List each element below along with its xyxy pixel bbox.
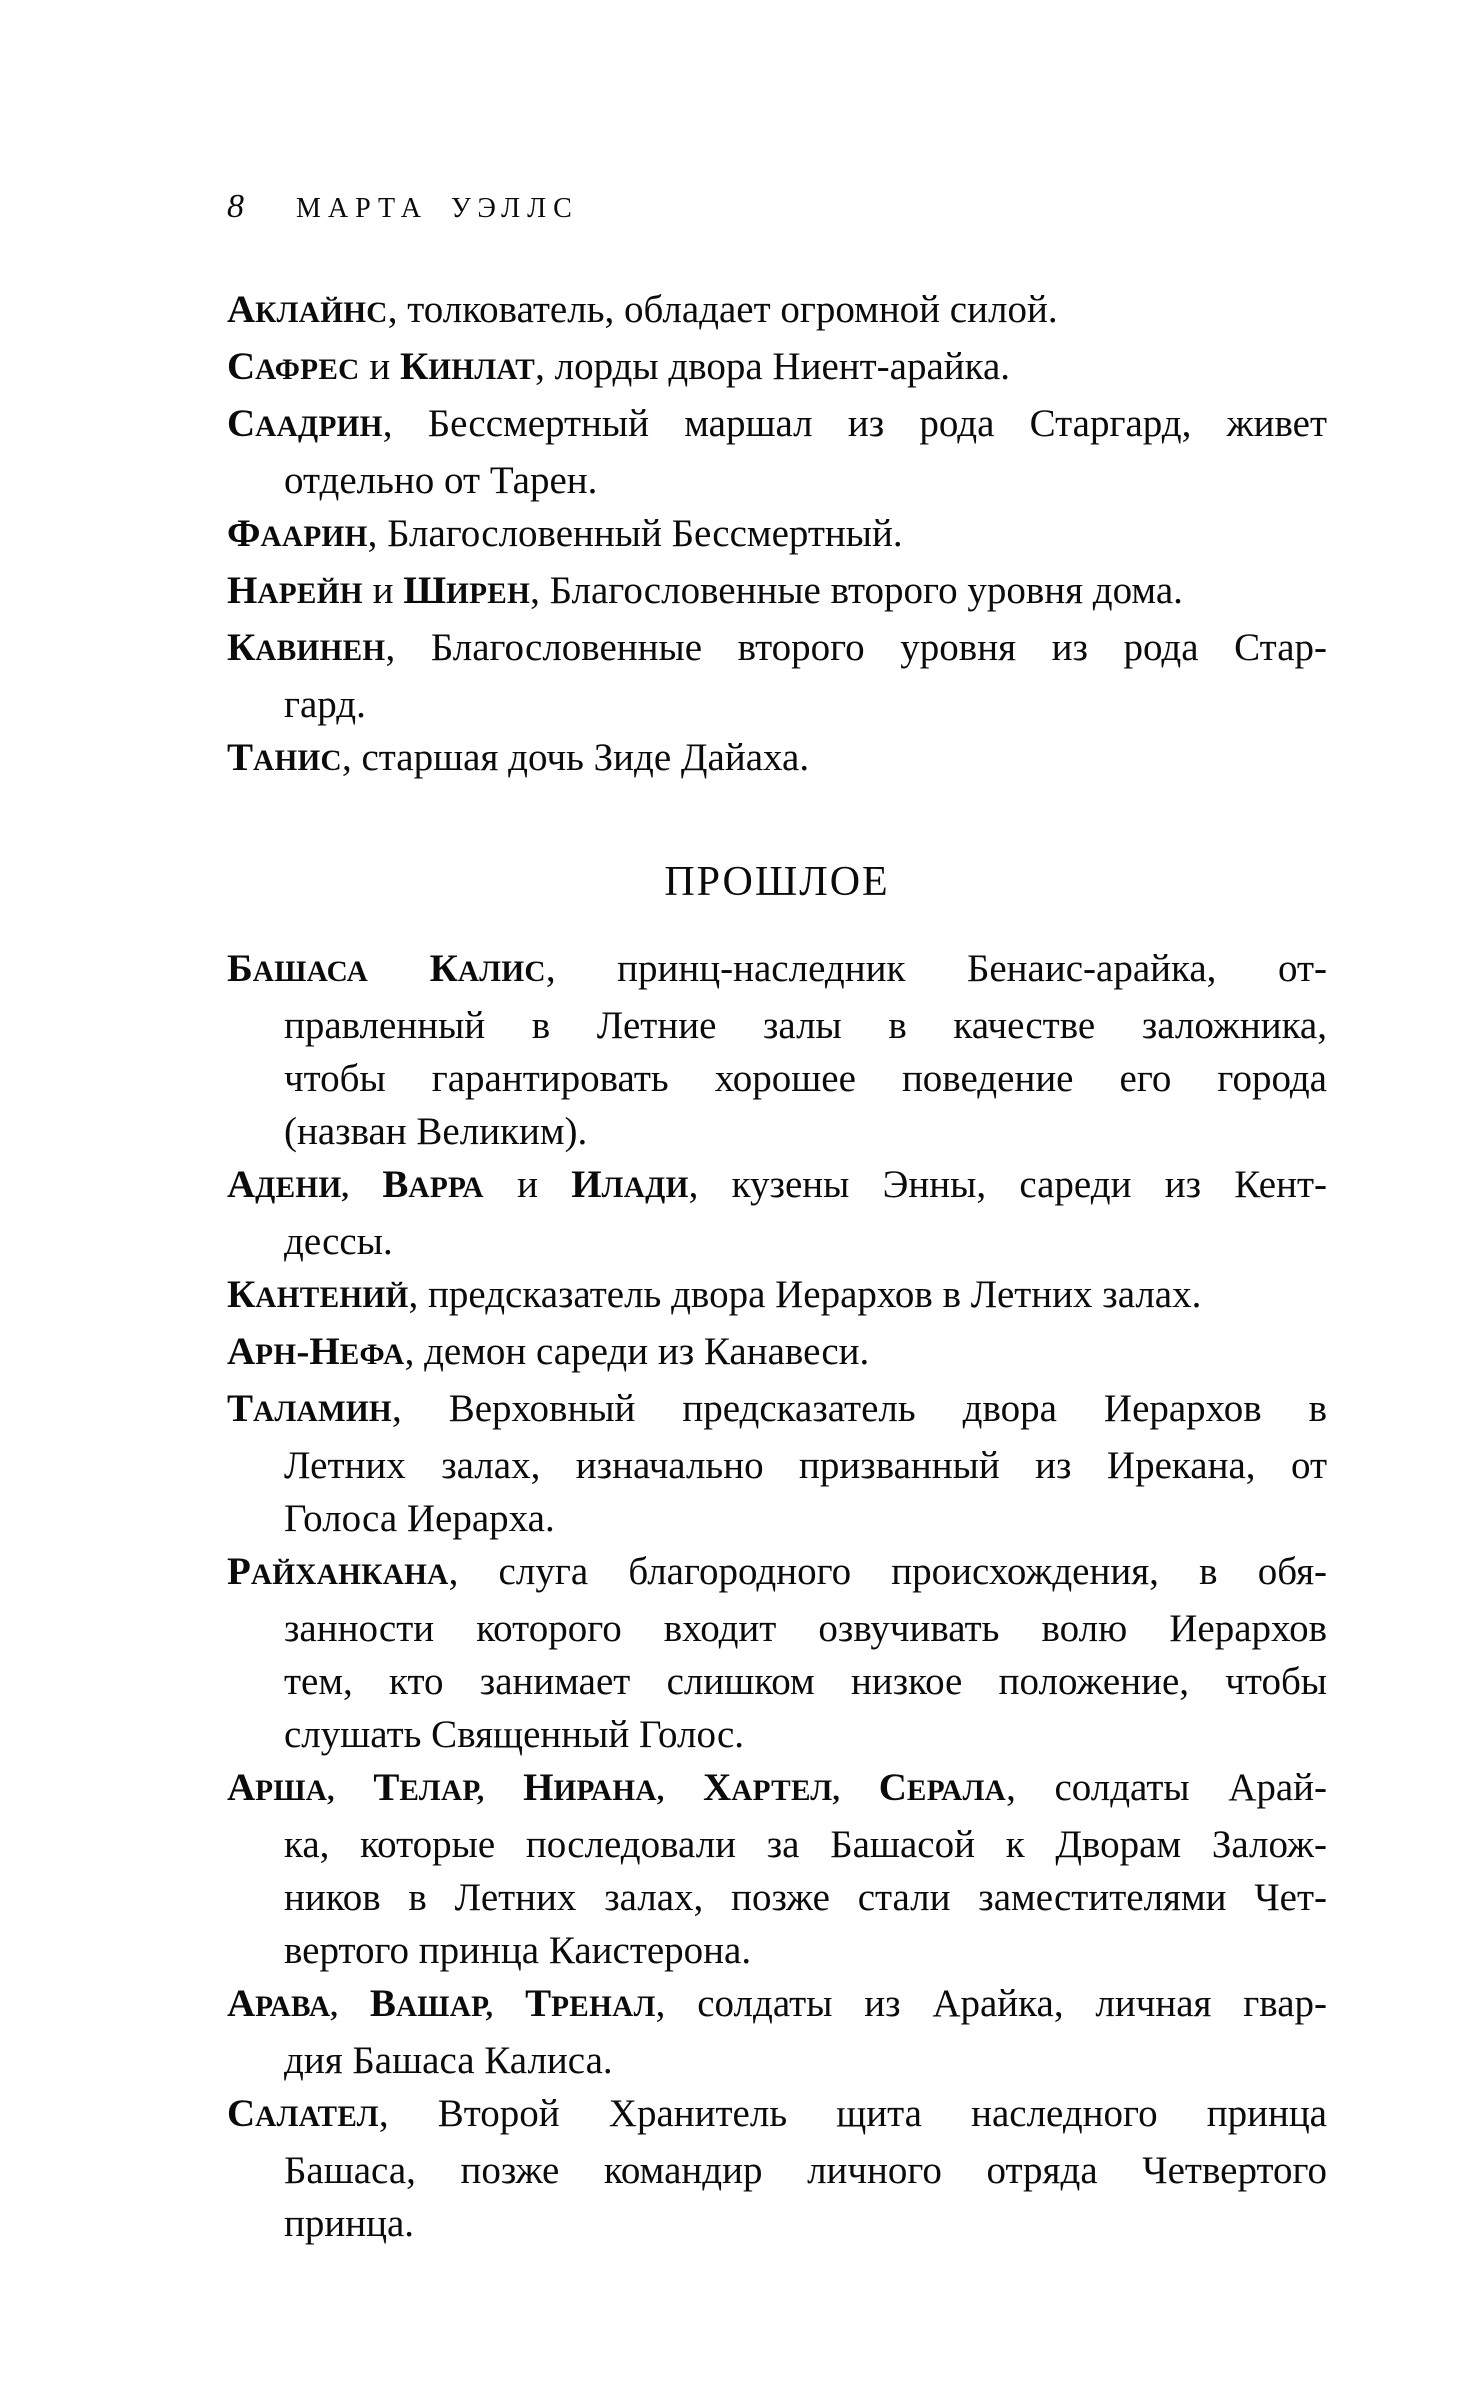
text-line <box>227 999 1327 1052</box>
text-line <box>227 1871 1327 1924</box>
text-line <box>227 340 1327 397</box>
entry-text: Голоса Иерарха. <box>284 1497 555 1540</box>
entry-text: ников в Летних залах, позже стали заместителями Чет- <box>284 1876 1327 1919</box>
text-line <box>227 507 1327 564</box>
entry-text: , кузены Энны, сареди из Кент- <box>688 1163 1328 1206</box>
text-line <box>227 564 1327 621</box>
entry-text: и <box>362 569 404 612</box>
entry-text: , принц-наследник Бенаис-арайка, от- <box>545 947 1328 990</box>
text-line <box>227 1708 1327 1761</box>
character-name: ФААРИН <box>227 512 368 555</box>
text-line <box>227 1439 1327 1492</box>
text-line <box>227 397 1327 454</box>
entry-text: (назван Великим). <box>284 1110 588 1153</box>
page-number: 8 <box>227 188 244 225</box>
character-entry <box>227 564 1327 621</box>
entry-text: чтобы гарантировать хорошее поведение его города <box>284 1057 1327 1100</box>
entry-text: слушать Священный Голос. <box>284 1713 745 1756</box>
entry-text: правленный в Летние залы в качестве заложника, <box>284 1004 1327 1047</box>
character-entry <box>227 507 1327 564</box>
text-line <box>227 1268 1327 1325</box>
character-name: АКЛАЙНС <box>227 288 388 331</box>
character-name: АРША, ТЕЛАР, НИРАНА, ХАРТЕЛ, СЕРАЛА <box>227 1766 1007 1809</box>
character-list-past <box>227 942 1327 2250</box>
entry-text: , предсказатель двора Иерархов в Летних залах. <box>408 1273 1202 1316</box>
section-heading: ПРОШЛОЕ <box>664 859 890 905</box>
entry-text: , Второй Хранитель щита наследного принца <box>378 2092 1327 2135</box>
text-line <box>227 1545 1327 1602</box>
character-name: КИНЛАТ <box>399 345 536 388</box>
entry-text: занности которого входит озвучивать волю Иерархов <box>284 1607 1327 1650</box>
text-line <box>227 1655 1327 1708</box>
character-entry <box>227 1977 1327 2087</box>
character-list-present <box>227 283 1327 788</box>
character-name: СААДРИН <box>227 402 383 445</box>
text-line <box>227 942 1327 999</box>
text-line <box>227 1158 1327 1215</box>
entry-text: , Бессмертный маршал из рода Старгард, живет <box>382 402 1327 445</box>
character-name: КАНТЕНИЙ <box>227 1273 409 1316</box>
character-name: АДЕНИ, ВАРРА <box>227 1163 484 1206</box>
text-line <box>227 2144 1327 2197</box>
text-line <box>227 1924 1327 1977</box>
running-head <box>227 190 1327 226</box>
character-entry <box>227 1382 1327 1545</box>
character-name: САФРЕС <box>227 345 360 388</box>
character-entry <box>227 2087 1327 2250</box>
text-line <box>227 1602 1327 1655</box>
text-line <box>227 678 1327 731</box>
entry-text: и <box>359 345 400 388</box>
text-line <box>227 1761 1327 1818</box>
character-entry <box>227 1268 1327 1325</box>
character-entry <box>227 1158 1327 1268</box>
character-name: АРН-НЕФА <box>227 1330 405 1373</box>
character-entry <box>227 731 1327 788</box>
entry-text: , Благословенные второго уровня из рода Стар- <box>385 626 1327 669</box>
character-name: ШИРЕН <box>403 569 531 612</box>
text-block <box>227 283 1327 2250</box>
entry-text: тем, кто занимает слишком низкое положение, чтобы <box>284 1660 1327 1703</box>
character-entry <box>227 621 1327 731</box>
character-entry <box>227 397 1327 507</box>
running-title: МАРТА УЭЛЛС <box>296 193 579 224</box>
text-line <box>227 731 1327 788</box>
text-line <box>227 2197 1327 2250</box>
character-name: БАШАСА КАЛИС <box>227 947 546 990</box>
character-entry <box>227 1545 1327 1761</box>
character-name: КАВИНЕН <box>227 626 386 669</box>
text-line <box>227 1325 1327 1382</box>
text-line <box>227 454 1327 507</box>
text-line <box>227 1818 1327 1871</box>
character-entry <box>227 942 1327 1158</box>
entry-text: , Благословенный Бессмертный. <box>367 512 903 555</box>
entry-text: , толкователь, обладает огромной силой. <box>387 288 1058 331</box>
entry-text: Летних залах, изначально призванный из Ирекана, от <box>284 1444 1327 1487</box>
character-name: АРАВА, ВАШАР, ТРЕНАЛ <box>227 1982 656 2025</box>
text-line <box>227 1105 1327 1158</box>
entry-text: , солдаты Арай- <box>1006 1766 1328 1809</box>
entry-text: дессы. <box>284 1220 393 1263</box>
text-line <box>227 283 1327 340</box>
entry-text: ка, которые последовали за Башасой к Дворам Залож- <box>284 1823 1327 1866</box>
text-line <box>227 1052 1327 1105</box>
character-entry <box>227 1325 1327 1382</box>
entry-text: Башаса, позже командир личного отряда Четвертого <box>284 2149 1327 2192</box>
text-line <box>227 1382 1327 1439</box>
character-name: ИЛАДИ <box>571 1163 689 1206</box>
entry-text: , Благословенные второго уровня дома. <box>530 569 1183 612</box>
character-entry <box>227 1761 1327 1977</box>
text-line <box>227 1492 1327 1545</box>
entry-text: вертого принца Каистерона. <box>284 1929 752 1972</box>
text-line <box>227 2087 1327 2144</box>
character-entry <box>227 283 1327 340</box>
character-name: ТАЛАМИН <box>227 1387 392 1430</box>
character-name: НАРЕЙН <box>227 569 363 612</box>
entry-text: , солдаты из Арайка, личная гвар- <box>655 1982 1328 2025</box>
entry-text: , слуга благородного происхождения, в обя- <box>448 1550 1327 1593</box>
character-entry <box>227 340 1327 397</box>
entry-text: , демон сареди из Канавеси. <box>404 1330 870 1373</box>
entry-text: , лорды двора Ниент-арайка. <box>535 345 1011 388</box>
entry-text: , старшая дочь Зиде Дайаха. <box>341 736 810 779</box>
text-line <box>227 621 1327 678</box>
text-line <box>227 1215 1327 1268</box>
entry-text: , Верховный предсказатель двора Иерархов в <box>391 1387 1327 1430</box>
entry-text: гард. <box>284 683 366 726</box>
entry-text: отдельно от Тарен. <box>284 459 598 502</box>
character-name: САЛАТЕЛ <box>227 2092 379 2135</box>
entry-text: принца. <box>284 2202 415 2245</box>
entry-text: дия Башаса Калиса. <box>284 2039 613 2082</box>
character-name: РАЙХАНКАНА <box>227 1550 449 1593</box>
text-line <box>227 1977 1327 2034</box>
entry-text: и <box>483 1163 572 1206</box>
character-name: ТАНИС <box>227 736 342 779</box>
text-line <box>227 2034 1327 2087</box>
